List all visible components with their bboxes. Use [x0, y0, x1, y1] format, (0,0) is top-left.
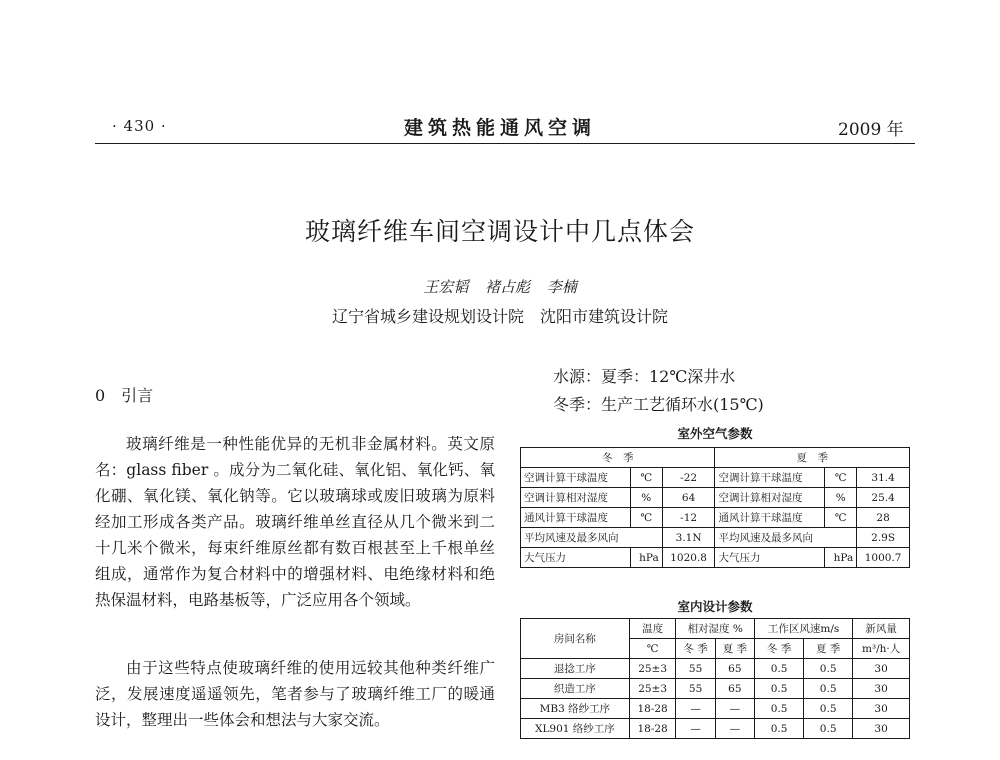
rh-winter: —	[676, 699, 715, 719]
rh-summer: —	[715, 719, 754, 739]
rh-summer-header: 夏 季	[715, 639, 754, 659]
air-summer: 0.5	[804, 719, 853, 739]
summer-header: 夏 季	[715, 448, 910, 468]
table-row	[521, 528, 910, 548]
summer-param-unit: ℃	[825, 468, 857, 488]
page-number: · 430 ·	[112, 117, 167, 135]
winter-param-value: 64	[662, 488, 715, 508]
section-heading: 0 引言	[95, 386, 154, 405]
winter-param-label: 通风计算干球温度	[521, 508, 631, 528]
rh-summer: 65	[715, 679, 754, 699]
temp-value: 25±3	[629, 679, 676, 699]
air-summer: 0.5	[804, 659, 853, 679]
rh-winter: 55	[676, 679, 715, 699]
indoor-design-parameters-table	[520, 618, 910, 739]
room-name: 退捻工序	[521, 659, 630, 679]
air-winter: 0.5	[755, 679, 804, 699]
summer-param-value: 28	[857, 508, 910, 528]
summer-param-label: 空调计算相对湿度	[715, 488, 825, 508]
table-header-row	[521, 448, 910, 468]
summer-param-value: 31.4	[857, 468, 910, 488]
fresh-air-unit: m³/h·人	[853, 639, 910, 659]
article-affiliations: 辽宁省城乡建设规划设计院 沈阳市建筑设计院	[331, 307, 668, 326]
winter-param-unit: hPa	[630, 548, 662, 568]
winter-param-label: 平均风速及最多风向	[521, 528, 663, 548]
water-source-winter: 冬季：生产工艺循环水(15℃)	[553, 395, 764, 414]
temp-value: 25±3	[629, 659, 676, 679]
table-row	[521, 488, 910, 508]
summer-param-unit: %	[825, 488, 857, 508]
rh-winter: —	[676, 719, 715, 739]
winter-param-unit: %	[630, 488, 662, 508]
temp-value: 18-28	[629, 699, 676, 719]
fresh-air: 30	[853, 719, 910, 739]
air-winter: 0.5	[755, 659, 804, 679]
paragraph-text: 由于这些特点使玻璃纤维的使用远较其他种类纤维广泛，发展速度遥遥领先，笔者参与了玻璃纤维工厂的暖通设计，整理出一些体会和想法与大家交流。	[95, 659, 495, 729]
summer-param-value: 25.4	[857, 488, 910, 508]
summer-param-value: 2.9S	[857, 528, 910, 548]
room-name: MB3 络纱工序	[521, 699, 630, 719]
body-paragraph-1	[95, 431, 495, 613]
table-row	[521, 719, 910, 739]
table-row	[521, 659, 910, 679]
winter-param-label: 大气压力	[521, 548, 631, 568]
journal-title: 建筑热能通风空调	[403, 117, 596, 139]
air-winter-header: 冬 季	[755, 639, 804, 659]
water-source-summer: 水源：夏季：12℃深井水	[553, 367, 736, 386]
outdoor-air-parameters-table	[520, 447, 910, 568]
paragraph-text: 玻璃纤维是一种性能优异的无机非金属材料。英文原名：glass fiber 。成分为二氧化硅、氧化铝、氧化钙、氧化硼、氧化镁、氧化钠等。它以玻璃球或废旧玻璃为原料经加工形成各类产品。玻璃纤维单丝直径从几个微米到二十几米个微米，每束纤维原丝都有数百根甚至上千根单丝组成，通常作为复合材料中的增强材料、电绝缘材料和绝热保温材料，电路基板等，广泛应用各个领域。	[95, 435, 495, 609]
indoor-table-caption: 室内设计参数	[677, 599, 753, 614]
table-row	[521, 468, 910, 488]
table-row	[521, 548, 910, 568]
summer-param-unit: ℃	[825, 508, 857, 528]
fresh-air-header: 新风量	[853, 619, 910, 639]
winter-param-value: 3.1N	[662, 528, 715, 548]
rh-winter-header: 冬 季	[676, 639, 715, 659]
room-name: 织造工序	[521, 679, 630, 699]
summer-param-label: 大气压力	[715, 548, 825, 568]
summer-param-label: 平均风速及最多风向	[715, 528, 857, 548]
winter-param-label: 空调计算干球温度	[521, 468, 631, 488]
table-row	[521, 699, 910, 719]
room-name: XL901 络纱工序	[521, 719, 630, 739]
rh-summer: 65	[715, 659, 754, 679]
table-row	[521, 508, 910, 528]
winter-param-value: 1020.8	[662, 548, 715, 568]
header-rule	[95, 143, 915, 144]
air-winter: 0.5	[755, 719, 804, 739]
fresh-air: 30	[853, 659, 910, 679]
article-title: 玻璃纤维车间空调设计中几点体会	[304, 217, 695, 246]
winter-param-value: -22	[662, 468, 715, 488]
temp-value: 18-28	[629, 719, 676, 739]
winter-param-unit: ℃	[630, 468, 662, 488]
rh-header: 相对湿度 %	[676, 619, 755, 639]
rh-winter: 55	[676, 659, 715, 679]
winter-param-value: -12	[662, 508, 715, 528]
winter-param-label: 空调计算相对湿度	[521, 488, 631, 508]
outdoor-table-caption: 室外空气参数	[677, 426, 753, 441]
temp-unit: ℃	[629, 639, 676, 659]
air-summer: 0.5	[804, 679, 853, 699]
room-header: 房间名称	[521, 619, 630, 659]
airspeed-header: 工作区风速m/s	[755, 619, 853, 639]
summer-param-label: 空调计算干球温度	[715, 468, 825, 488]
winter-param-unit: ℃	[630, 508, 662, 528]
table-row	[521, 679, 910, 699]
table-header-row	[521, 619, 910, 639]
issue-year: 2009 年	[838, 120, 904, 140]
summer-param-value: 1000.7	[857, 548, 910, 568]
air-summer: 0.5	[804, 699, 853, 719]
article-authors: 王宏韬 褚占彪 李楠	[423, 278, 577, 296]
body-paragraph-2	[95, 655, 495, 733]
summer-param-label: 通风计算干球温度	[715, 508, 825, 528]
temp-header: 温度	[629, 619, 676, 639]
air-summer-header: 夏 季	[804, 639, 853, 659]
summer-param-unit: hPa	[825, 548, 857, 568]
rh-summer: —	[715, 699, 754, 719]
winter-header: 冬 季	[521, 448, 715, 468]
fresh-air: 30	[853, 679, 910, 699]
air-winter: 0.5	[755, 699, 804, 719]
fresh-air: 30	[853, 699, 910, 719]
